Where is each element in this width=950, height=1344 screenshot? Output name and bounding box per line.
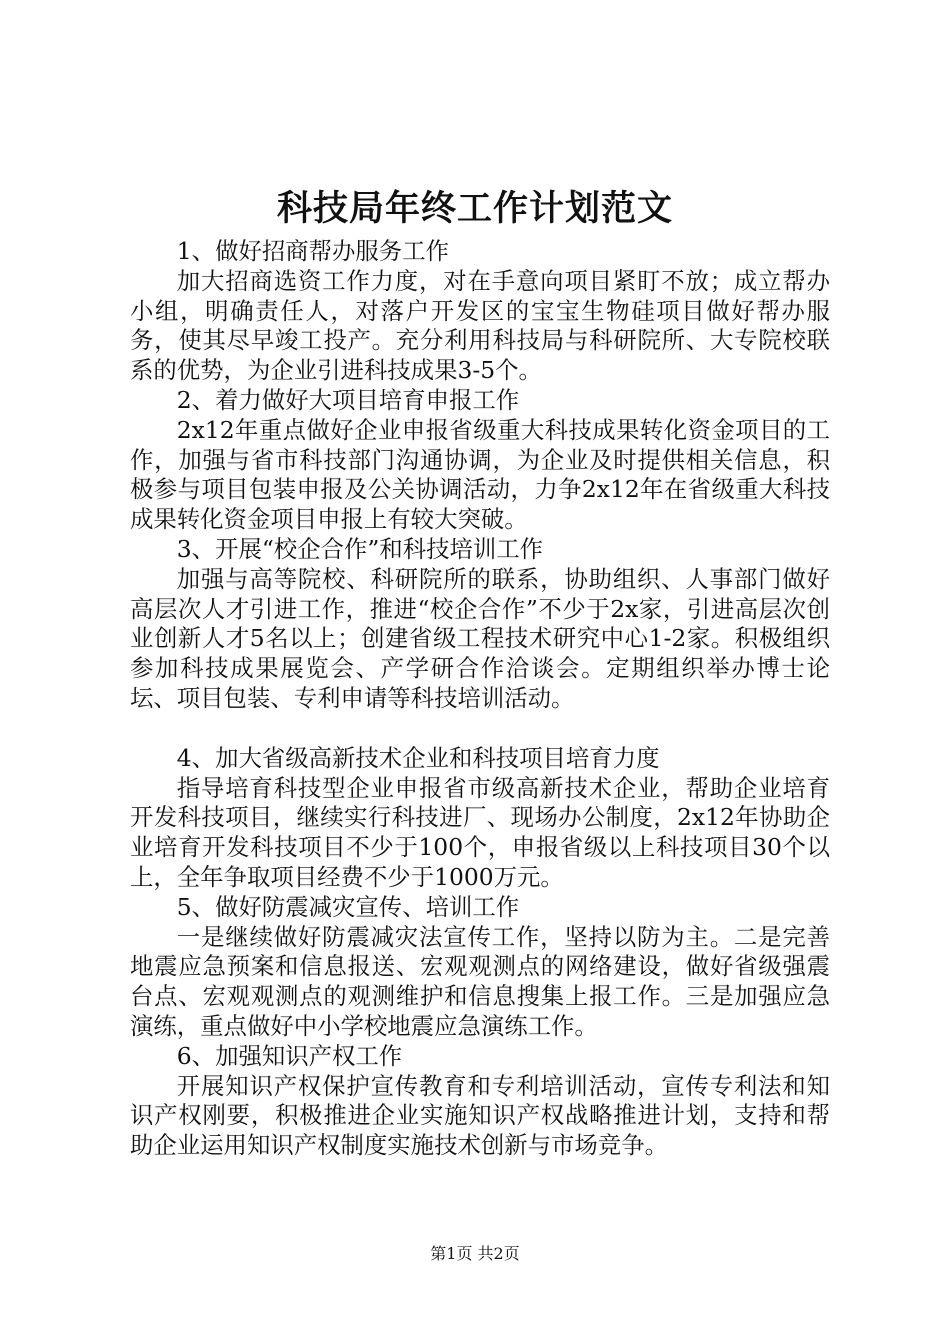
section-body-5: 一是继续做好防震减灾法宣传工作，坚持以防为主。二是完善地震应急预案和信息报送、宏观观测点的网络建设，做好省级强震台点、宏观观测点的观测维护和信息搜集上报工作。三是加强应急演练，重点做好中小学校地震应急演练工作。 [130, 922, 830, 1040]
section-heading-4: 4、加大省级高新技术企业和科技项目培育力度 [176, 743, 660, 772]
section-heading-6: 6、加强知识产权工作 [176, 1041, 403, 1070]
section-heading-1: 1、做好招商帮办服务工作 [176, 237, 449, 265]
page-title: 科技局年终工作计划范文 [276, 188, 673, 229]
section-body-3: 加强与高等院校、科研院所的联系，协助组织、人事部门做好高层次人才引进工作，推进“校企合作”不少于2x家，引进高层次创业创新人才5名以上；创建省级工程技术研究中心1-2家。积极组织参加科技成果展览会、产学研合作洽谈会。定期组织举办博士论坛、项目包装、专利申请等科技培训活动。 [130, 564, 830, 712]
section-spacer [130, 714, 830, 744]
section-body-2: 2x12年重点做好企业申报省级重大科技成果转化资金项目的工作，加强与省市科技部门沟通协调，为企业及时提供相关信息，积极参与项目包装申报及公关协调活动，力争2x12年在省级重大科技成果转化资金项目申报上有较大突破。 [130, 415, 830, 534]
document-body [130, 237, 830, 1161]
section-body-6: 开展知识产权保护宣传教育和专利培训活动，宣传专利法和知识产权刚要，积极推进企业实施知识产权战略推进计划，支持和帮助企业运用知识产权制度实施技术创新与市场竞争。 [130, 1071, 830, 1160]
section-body-4: 指导培育科技型企业申报省市级高新技术企业，帮助企业培育开发科技项目，继续实行科技进厂、现场办公制度，2x12年协助企业培育开发科技项目不少于100个，申报省级以上科技项目30个以上，全年争取项目经费不少于1000万元。 [130, 773, 830, 891]
section-body-1: 加大招商选资工作力度，对在手意向项目紧盯不放；成立帮办小组，明确责任人，对落户开发区的宝宝生物硅项目做好帮办服务，使其尽早竣工投产。充分利用科技局与科研院所、大专院校联系的优势，为企业引进科技成果3-5个。 [130, 266, 830, 385]
page-footer: 第1页 共2页 [430, 1244, 520, 1263]
section-heading-3: 3、开展“校企合作”和科技培训工作 [176, 534, 544, 563]
section-heading-5: 5、做好防震减灾宣传、培训工作 [176, 892, 520, 921]
section-heading-2: 2、着力做好大项目培育申报工作 [176, 385, 520, 414]
